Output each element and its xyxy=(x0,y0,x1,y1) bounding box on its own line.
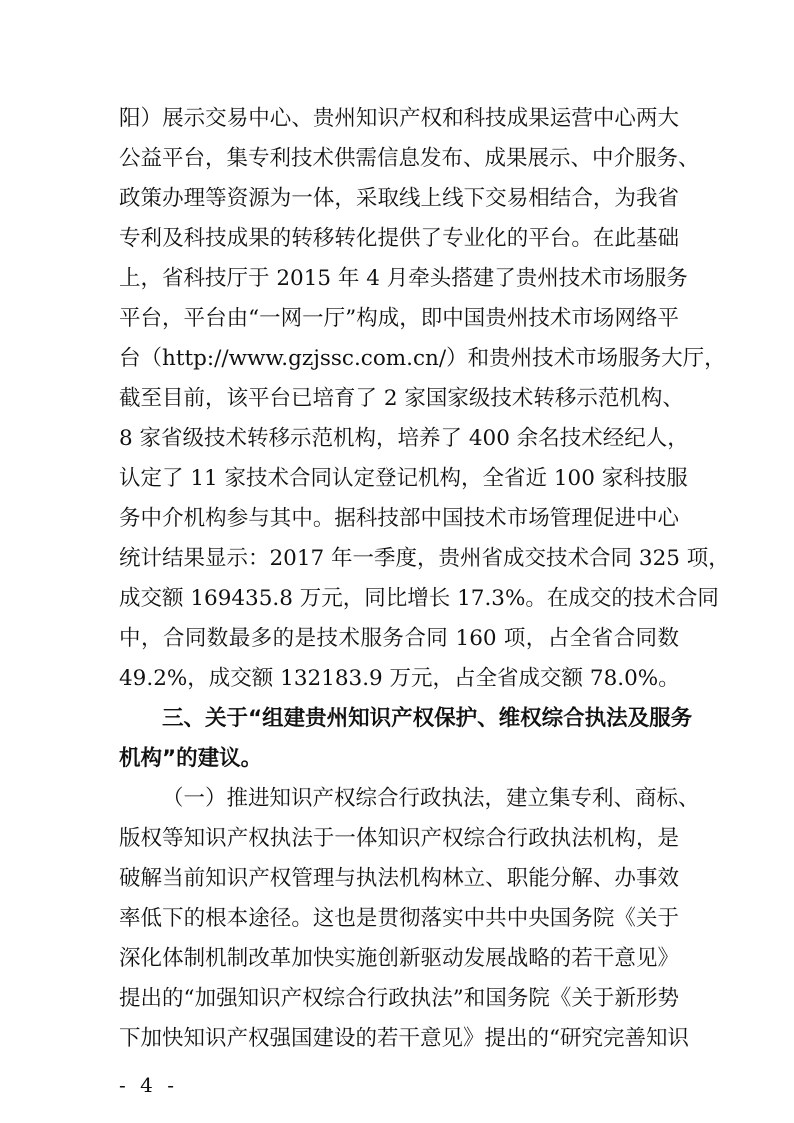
body-text-line: 中，合同数最多的是技术服务合同 160 项，占全省合同数 xyxy=(119,626,679,651)
body-text-line: 公益平台，集专利技术供需信息发布、成果展示、中介服务、 xyxy=(119,146,700,171)
body-text-line: 成交额 169435.8 万元，同比增长 17.3%。在成交的技术合同 xyxy=(119,586,719,611)
body-text-line: 平台，平台由“一网一厅”构成，即中国贵州技术市场网络平 xyxy=(119,306,679,331)
body-text-line: 上，省科技厅于 2015 年 4 月牵头搭建了贵州技术市场服务 xyxy=(119,266,688,291)
body-text-line: 务中介机构参与其中。据科技部中国技术市场管理促进中心 xyxy=(119,506,679,531)
body-text-line: 破解当前知识产权管理与执法机构林立、职能分解、办事效 xyxy=(119,866,679,891)
body-text-line: 认定了 11 家技术合同认定登记机构，全省近 100 家科技服 xyxy=(119,466,688,491)
body-text-line: 截至目前，该平台已培育了 2 家国家级技术转移示范机构、 xyxy=(119,386,684,411)
body-text-line: 提出的“加强知识产权综合行政执法”和国务院《关于新形势 xyxy=(119,986,679,1011)
body-text-line: 阳）展示交易中心、贵州知识产权和科技成果运营中心两大 xyxy=(119,106,679,131)
body-text-line: 下加快知识产权强国建设的若干意见》提出的“研究完善知识 xyxy=(119,1026,689,1051)
body-text-line: 率低下的根本途径。这也是贯彻落实中共中央国务院《关于 xyxy=(119,906,679,931)
section-heading-continued: 机构”的建议。 xyxy=(119,746,263,771)
body-text-line: 49.2%，成交额 132183.9 万元，占全省成交额 78.0%。 xyxy=(119,666,680,691)
subsection-paragraph-start: （一）推进知识产权综合行政执法，建立集专利、商标、 xyxy=(162,786,700,811)
body-text-line: 统计结果显示：2017 年一季度，贵州省成交技术合同 325 项， xyxy=(119,546,730,571)
body-text-line: 专利及科技成果的转移转化提供了专业化的平台。在此基础 xyxy=(119,226,679,251)
body-text-line: 版权等知识产权执法于一体知识产权综合行政执法机构，是 xyxy=(119,826,679,851)
page-number: - 4 - xyxy=(119,1073,178,1097)
body-text-line: 深化体制机制改革加快实施创新驱动发展战略的若干意见》 xyxy=(119,946,679,971)
section-heading: 三、关于“组建贵州知识产权保护、维权综合执法及服务 xyxy=(162,706,693,731)
body-text-line: 政策办理等资源为一体，采取线上线下交易相结合，为我省 xyxy=(119,186,679,211)
body-text-line: 8 家省级技术转移示范机构，培养了 400 余名技术经纪人， xyxy=(119,426,689,451)
body-text-line: 台（http://www.gzjssc.com.cn/）和贵州技术市场服务大厅， xyxy=(119,346,726,371)
